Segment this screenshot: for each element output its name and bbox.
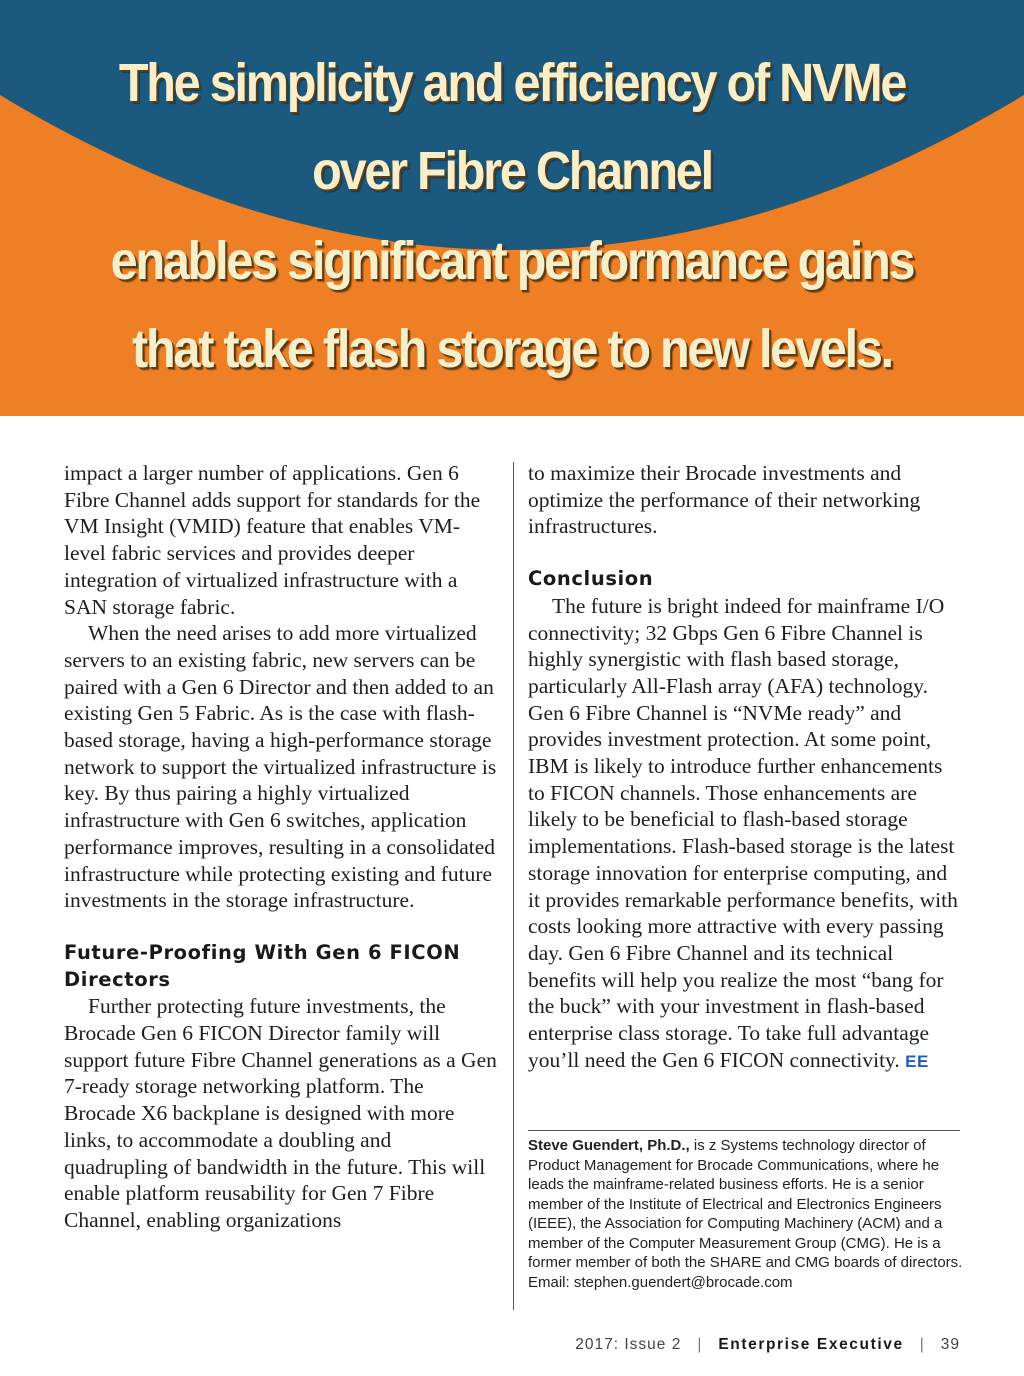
section-heading-future-proofing: Future-Proofing With Gen 6 FICON Directors xyxy=(64,940,461,991)
headline-line-4: that take flash storage to new levels. xyxy=(132,319,892,379)
left-paragraph-2: When the need arises to add more virtualized servers to an existing fabric, new servers can be paired with a Gen 6 Director and then added to an existing Gen 5 Fabric. As is the case with flash-based storage, having a high-performance storage network to support the virtualized infrastructure is key. By thus pairing a highly virtualized infrastructure with Gen 6 switches, application performance improves, resulting in a consolidated infrastructure while protecting existing and future investments in the storage infrastructure. xyxy=(64,621,497,913)
author-name: Steve Guendert, Ph.D., xyxy=(528,1137,690,1154)
right-paragraph-1: to maximize their Brocade investments and optimize the performance of their networking infrastructures. xyxy=(528,461,921,539)
end-mark: EE xyxy=(905,1051,929,1071)
section-gap xyxy=(64,914,500,940)
headline-line-2: over Fibre Channel xyxy=(312,141,712,201)
right-paragraph-2 xyxy=(528,593,964,1076)
headline-line-3: enables significant performance gains xyxy=(110,231,914,291)
page-footer xyxy=(575,1336,960,1354)
conclusion-text: The future is bright indeed for mainframe I/O connectivity; 32 Gbps Gen 6 Fibre Channel is highly synergistic with flash based storage, particularly All-Flash array (AFA) technology. Gen 6 Fibre Channel is “NVMe ready” and provides investment protection. At some point, IBM is likely to introduce further enhancements to FICON channels. Those enhancements are likely to be beneficial to flash-based storage implementations. Flash-based storage is the latest storage innovation for enterprise computing, and it provides remarkable performance benefits, with costs looking more attractive with every passing day. Gen 6 Fibre Channel and its technical benefits will help you realize the most “bang for the buck” with your investment in flash-based enterprise class storage. To take full advantage you’ll need the Gen 6 FICON connectivity. xyxy=(528,593,958,1072)
left-paragraph-1: impact a larger number of applications. Gen 6 Fibre Channel adds support for standards for the VM Insight (VMID) feature that enables VM-level fabric services and provides deeper integration of virtualized infrastructure with a SAN storage fabric. xyxy=(64,461,481,619)
footer-issue: 2017: Issue 2 xyxy=(575,1336,682,1353)
left-paragraph-3: Further protecting future investments, the Brocade Gen 6 FICON Director family will support future Fibre Channel generations as a Gen 7-ready storage networking platform. The Brocade X6 backplane is designed with more links, to accommodate a doubling and quadrupling of bandwidth in the future. This will enable platform reusability for Gen 7 Fibre Channel, enabling organizations xyxy=(64,994,497,1232)
footer-magazine-name: Enterprise Executive xyxy=(718,1336,904,1353)
footer-page-number: 39 xyxy=(940,1336,960,1353)
section-heading-conclusion: Conclusion xyxy=(528,567,654,591)
author-bio xyxy=(528,1136,964,1292)
footer-separator: | xyxy=(697,1336,703,1353)
section-gap xyxy=(528,540,964,566)
left-column xyxy=(64,460,500,1234)
column-divider xyxy=(513,462,514,1310)
headline-banner xyxy=(0,0,1024,416)
author-bio-text: is z Systems technology director of Product Management for Brocade Communications, where he leads the mainframe-related business efforts. He is a senior member of the Institute of Electrical and Electronics Engineers (IEEE), the Association for Computing Machinery (ACM) and a member of the Computer Measurement Group (CMG). He is a former member of both the SHARE and CMG boards of directors. Email: stephen.guendert@brocade.com xyxy=(528,1137,963,1291)
headline-line-1: The simplicity and efficiency of NVMe xyxy=(118,53,906,113)
right-column xyxy=(528,460,964,1075)
bio-divider xyxy=(528,1130,960,1131)
footer-separator: | xyxy=(919,1336,925,1353)
